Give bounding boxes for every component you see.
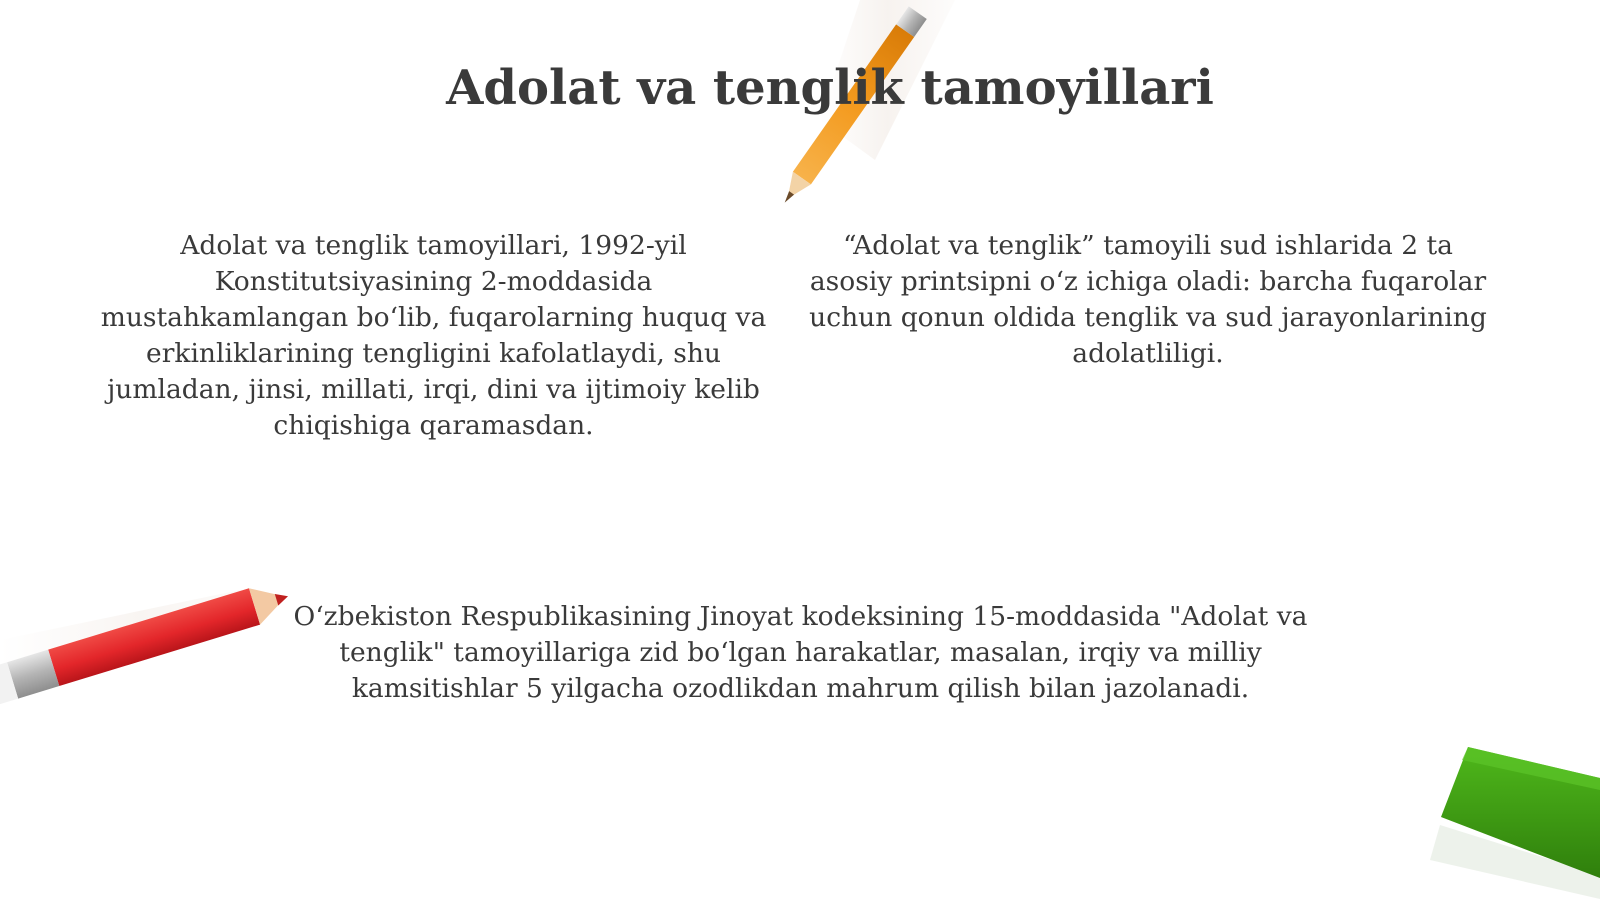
paragraph-criminal-code: O‘zbekiston Respublikasining Jinoyat kodeksining 15-moddasida "Adolat va tenglik" tamoyillariga zid bo‘lgan harakatlar, masalan, irqiy va milliy kamsitishlar 5 yilgacha ozodlikdan mahrum qilish bilan jazolanadi. [293,601,1308,704]
red-pencil-icon [0,578,294,708]
green-pencil-icon [1430,747,1600,899]
paragraph-constitution: Adolat va tenglik tamoyillari, 1992-yil Konstitutsiyasining 2-moddasida mustahkamlangan bo‘lib, fuqarolarning huquq va erkinliklarining tengligini kafolatlaydi, shu jumladan, jinsi, millati, irqi, dini va ijtimoiy kelib chiqishiga qaramasdan. [100,230,767,441]
slide-title: Adolat va tenglik tamoyillari [446,60,1214,116]
paragraph-court-principles: “Adolat va tenglik” tamoyili sud ishlarida 2 ta asosiy printsipni o‘z ichiga oladi: barcha fuqarolar uchun qonun oldida tenglik va sud jarayonlarining adolatliligi. [809,230,1487,369]
